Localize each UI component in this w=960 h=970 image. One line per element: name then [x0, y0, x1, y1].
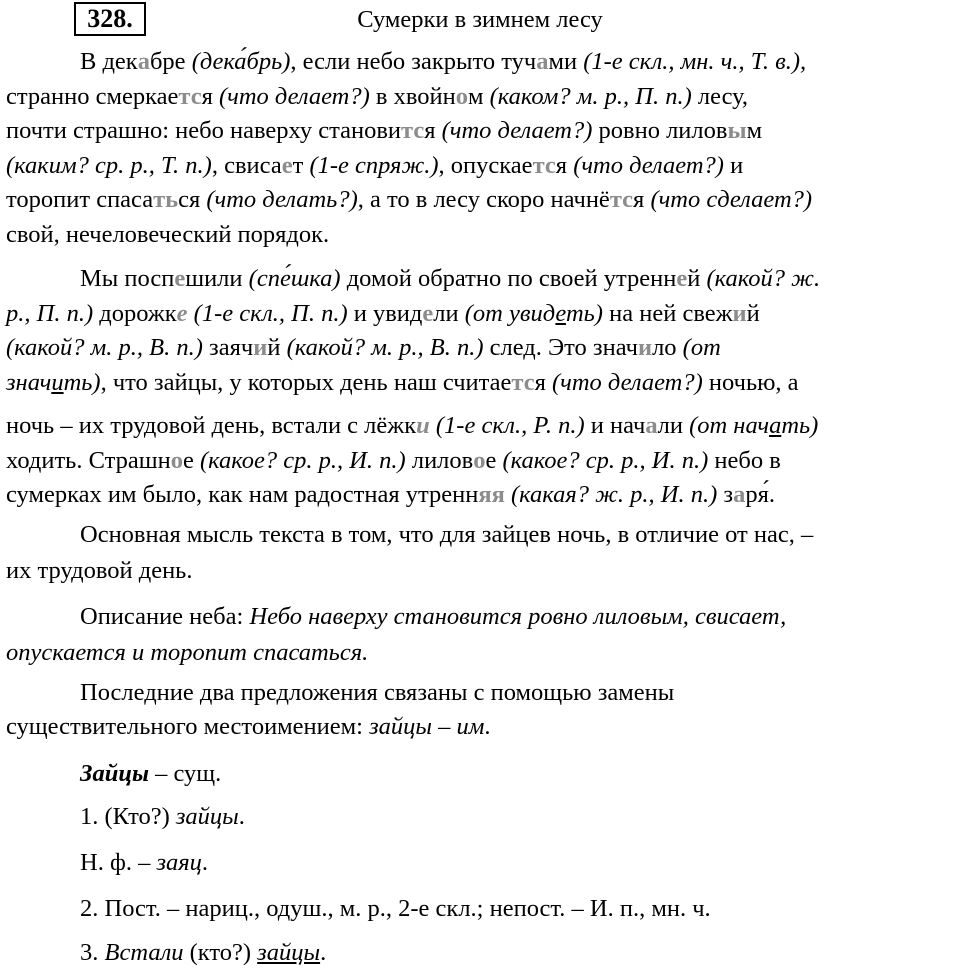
highlighted-letter: о [170, 446, 183, 474]
text-line [6, 636, 368, 670]
text-run: и нач [584, 412, 646, 439]
grammar-annotation: (какое? ср. р., И. п.) [199, 446, 406, 474]
text-run: ночь – их трудовой день, встали с лёжк [6, 412, 417, 439]
text-run: торопит спаса [6, 186, 154, 214]
bold-term: Зайцы [80, 760, 149, 787]
page-title: Сумерки в зимнем лесу [357, 6, 603, 33]
text-run: й [746, 299, 760, 327]
highlighted-letter: о [473, 446, 486, 474]
grammar-annotation: (от увид [464, 299, 556, 327]
text-run: существительного местоимением: [6, 713, 370, 740]
highlighted-letter: тс [401, 117, 425, 145]
text-run: Описание неба: [80, 603, 250, 630]
grammar-annotation: (1-е скл., Р. п.) [429, 412, 585, 439]
grammar-annotation: (спе́шка) [248, 265, 341, 292]
text-run: шили [185, 265, 249, 292]
highlighted-letter: о [455, 82, 468, 110]
highlighted-letter: тс [178, 82, 202, 110]
highlighted-letter: и [732, 299, 747, 327]
text-run: почти страшно: небо наверху станови [6, 117, 402, 145]
text-line [6, 80, 748, 114]
text-run: я [201, 82, 220, 110]
text-run: лесу, [691, 82, 749, 110]
text-run: ми [548, 48, 584, 75]
grammar-annotation: р., П. п.) [6, 299, 94, 327]
text-run: (кто?) [183, 939, 258, 966]
text-run: . [238, 803, 245, 830]
text-run: 3. [80, 939, 105, 966]
text-run: я [424, 117, 442, 145]
text-run: м [467, 82, 490, 110]
highlighted-letter: е [281, 151, 293, 179]
grammar-annotation: зайцы [175, 803, 239, 830]
text-line [6, 478, 775, 512]
grammar-annotation: (дека́брь) [191, 48, 291, 75]
highlighted-letter: и [637, 334, 653, 362]
text-line [6, 366, 799, 400]
text-line [80, 262, 820, 296]
text-run: ночью, а [702, 368, 799, 396]
text-run: свой, нечеловеческий порядок. [6, 221, 330, 248]
grammar-annotation: (каком? м. р., П. п.) [489, 82, 692, 110]
text-run: Основная мысль текста в том, что для зайцев ночь, в отличие от нас, – [80, 521, 814, 548]
text-run: е [485, 446, 503, 474]
underlined-letter: а [769, 412, 782, 439]
text-run: й [267, 334, 287, 362]
text-line [80, 45, 806, 79]
grammar-annotation: знач [6, 368, 52, 396]
grammar-annotation: (от нач [689, 412, 770, 439]
text-line [6, 444, 781, 478]
text-line [6, 710, 491, 744]
text-line [6, 218, 329, 252]
grammar-annotation: (1-е скл., мн. ч., Т. в.), [583, 48, 807, 75]
grammar-annotation: ть) [781, 412, 819, 439]
text-run: след. Это знач [483, 334, 638, 362]
text-line [80, 936, 326, 970]
text-line [6, 114, 762, 148]
text-line [80, 600, 786, 634]
text-run: Последние два предложения связаны с помощью замены [80, 679, 675, 706]
grammar-annotation: ть) [63, 368, 101, 396]
grammar-annotation: ть) [565, 299, 603, 327]
highlighted-letter: тс [609, 186, 634, 214]
highlighted-letter: е [176, 299, 188, 327]
text-run: ло [652, 334, 683, 362]
grammar-annotation: (что делает?) [552, 368, 703, 396]
text-run: заяч [202, 334, 254, 362]
text-run: дорожк [93, 299, 177, 327]
text-run: я [633, 186, 651, 214]
text-line [6, 331, 721, 365]
text-run: . [201, 849, 209, 876]
text-run: 2. Пост. – нариц., одуш., м. р., 2-е скл.; непост. – И. п., мн. ч. [80, 895, 711, 922]
text-run: й [687, 265, 707, 292]
text-run: я [555, 151, 574, 179]
text-run: м [746, 117, 763, 145]
text-run: на ней свеж [602, 299, 733, 327]
text-run: ходить. Страшн [6, 446, 171, 474]
text-line [80, 676, 674, 710]
highlighted-letter: а [536, 48, 549, 75]
text-run: з [717, 481, 734, 509]
grammar-annotation: (каким? ср. р., Т. п.) [6, 151, 212, 179]
text-line [80, 518, 813, 552]
highlighted-letter: и [416, 412, 430, 439]
text-run: небо в [708, 446, 781, 474]
text-line [6, 409, 818, 443]
text-run: Н. ф. – [80, 849, 157, 876]
text-run: в хвойн [369, 82, 456, 110]
grammar-annotation: (что сделает?) [650, 186, 813, 214]
grammar-annotation: (какой? м. р., В. п.) [6, 334, 203, 362]
underlined-letter: е [555, 299, 566, 327]
highlighted-letter: ы [727, 117, 747, 145]
text-run: ря́. [745, 481, 775, 509]
text-run: бре [149, 48, 192, 75]
underlined-word: зайцы [257, 939, 321, 966]
highlighted-letter: тс [511, 368, 535, 396]
text-line [80, 892, 711, 926]
grammar-annotation: Небо наверху становится ровно лиловым, свисает, [249, 603, 787, 630]
exercise-number: 328. [74, 2, 146, 36]
text-run: и [723, 151, 744, 179]
text-run: т [292, 151, 310, 179]
grammar-annotation: (1-е спряж.) [309, 151, 439, 179]
grammar-annotation: (что делает?) [219, 82, 370, 110]
text-line [6, 183, 812, 217]
text-run: е [182, 446, 200, 474]
highlighted-letter: а [733, 481, 746, 509]
text-run: домой обратно по своей утренн [340, 265, 677, 292]
grammar-annotation: (что делает?) [573, 151, 724, 179]
grammar-annotation: (какое? ср. р., И. п.) [502, 446, 709, 474]
text-run: . [320, 939, 327, 966]
text-line [6, 554, 192, 588]
text-run: странно смеркае [6, 82, 179, 110]
grammar-annotation: (какая? ж. р., И. п.) [510, 481, 718, 509]
grammar-annotation: (что делает?) [441, 117, 593, 145]
highlighted-letter: ть [153, 186, 179, 214]
grammar-annotation: (какой? м. р., В. п.) [286, 334, 484, 362]
text-run: , что зайцы, у которых день наш считае [100, 368, 512, 396]
text-line [6, 149, 743, 183]
grammar-annotation: зайцы – им [369, 713, 485, 740]
text-run: и увид [347, 299, 423, 327]
text-run: их трудовой день. [6, 557, 193, 584]
highlighted-letter: е [422, 299, 434, 327]
text-line [80, 757, 221, 791]
text-run: – сущ. [148, 760, 222, 787]
text-line [6, 297, 760, 331]
text-run: , опускае [438, 151, 533, 179]
text-run: . [484, 713, 491, 740]
grammar-annotation: Встали [104, 939, 184, 966]
highlighted-letter: тс [532, 151, 556, 179]
grammar-annotation: заяц [156, 849, 202, 876]
text-line [80, 800, 245, 834]
text-run: сумерках им было, как нам радостная утренн [6, 481, 479, 509]
text-run: лилов [405, 446, 474, 474]
underlined-letter: и [51, 368, 64, 396]
highlighted-letter: и [253, 334, 268, 362]
text-run: Мы посп [80, 265, 175, 292]
grammar-annotation: (1-е скл., П. п.) [187, 299, 348, 327]
text-line [80, 846, 208, 880]
highlighted-letter: е [676, 265, 688, 292]
highlighted-letter: е [174, 265, 186, 292]
text-run: ли [657, 412, 690, 439]
highlighted-letter: яя [478, 481, 505, 509]
grammar-annotation: (какой? ж. [706, 265, 821, 292]
text-run: я [534, 368, 553, 396]
grammar-annotation: (что делать?) [206, 186, 358, 214]
text-run: , свиса [211, 151, 282, 179]
text-run: 1. (Кто?) [80, 803, 176, 830]
text-run: , а то в лесу скоро начнё [357, 186, 610, 214]
text-run: В дек [80, 48, 138, 75]
text-run: ся [178, 186, 207, 214]
text-run: ровно лилов [592, 117, 728, 145]
highlighted-letter: а [645, 412, 658, 439]
text-run: , если небо закрыто туч [290, 48, 537, 75]
grammar-annotation: (от [682, 334, 721, 362]
highlighted-letter: а [137, 48, 150, 75]
grammar-annotation: опускается и торопит спасаться. [6, 639, 369, 666]
text-run: ли [433, 299, 465, 327]
